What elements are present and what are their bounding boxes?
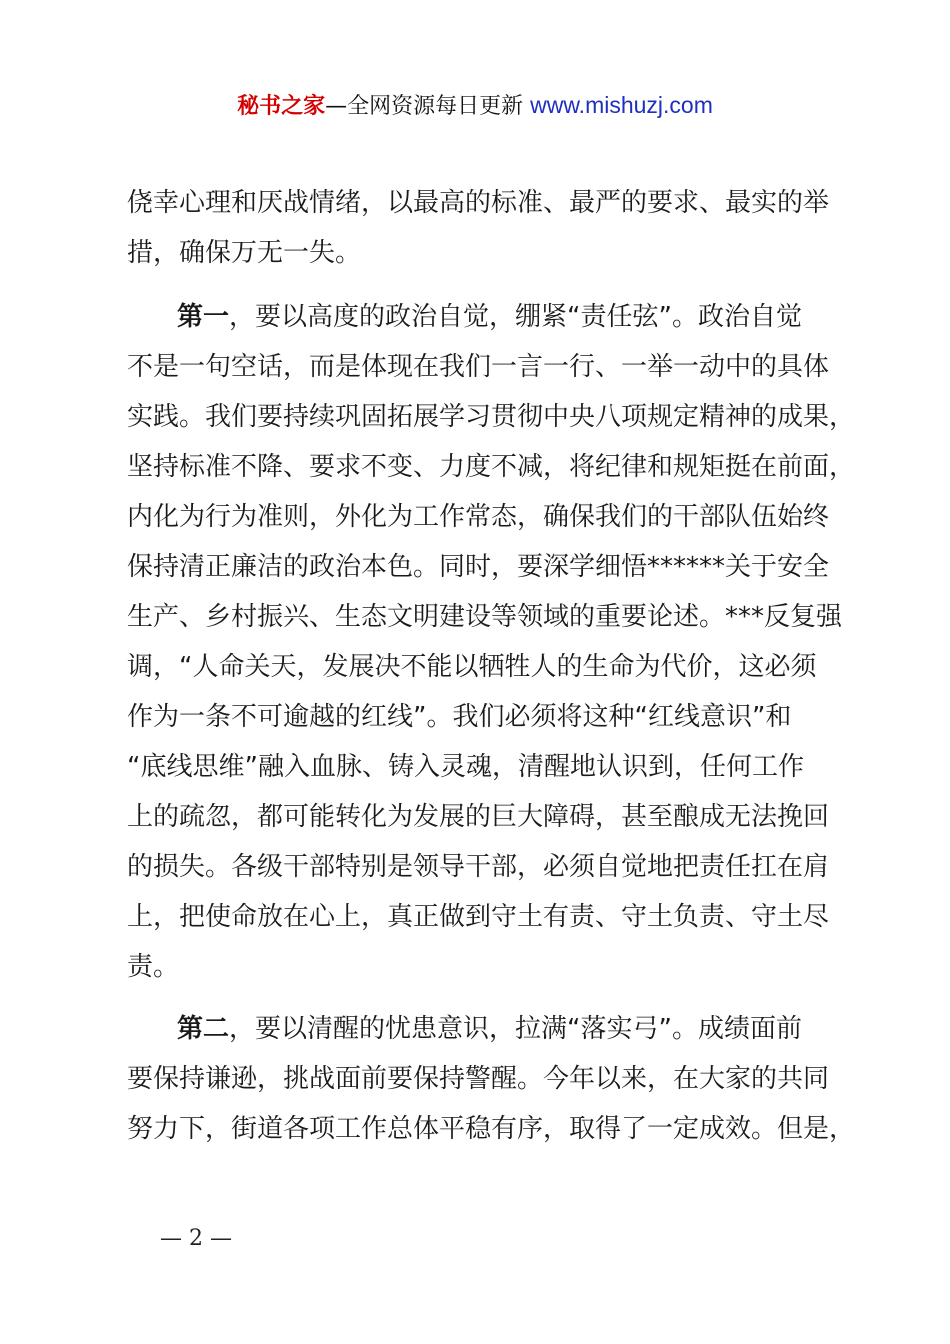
text-line: 上，把使命放在心上，真正做到守土有责、守土负责、守土尽 [127, 902, 830, 932]
text-line: 责。 [127, 952, 180, 982]
site-url-link[interactable]: www.mishuzj.com [530, 92, 713, 118]
text-line: 保持清正廉洁的政治本色。同时，要深学细悟******关于安全 [127, 552, 830, 582]
text-line: 侥幸心理和厌战情绪，以最高的标准、最严的要求、最实的举 [127, 188, 830, 218]
paragraph-opening-text: ，要以高度的政治自觉，绷紧“责任弦”。政治自觉 [229, 302, 802, 332]
paragraph-opening-text: ，要以清醒的忧患意识，拉满“落实弓”。成绩面前 [229, 1014, 802, 1044]
site-slogan: —全网资源每日更新 [325, 94, 524, 119]
text-line: 坚持标准不降、要求不变、力度不减，将纪律和规矩挺在前面， [127, 452, 856, 482]
paragraph-second-opening [177, 1012, 802, 1046]
site-header [0, 88, 950, 124]
text-line: 实践。我们要持续巩固拓展学习贯彻中央八项规定精神的成果， [127, 402, 856, 432]
text-line: 上的疏忽，都可能转化为发展的巨大障碍，甚至酿成无法挽回 [127, 802, 830, 832]
text-line: 努力下，街道各项工作总体平稳有序，取得了一定成效。但是， [127, 1114, 856, 1144]
site-brand: 秘书之家 [237, 94, 326, 119]
text-line: 作为一条不可逾越的红线”。我们必须将这种“红线意识”和 [127, 702, 792, 732]
text-line: 不是一句空话，而是体现在我们一言一行、一举一动中的具体 [127, 352, 830, 382]
page-number: — 2 — [160, 1226, 232, 1251]
text-line: 措，确保万无一失。 [127, 238, 362, 268]
paragraph-lead: 第一 [177, 302, 230, 332]
text-line: 的损失。各级干部特别是领导干部，必须自觉地把责任扛在肩 [127, 852, 830, 882]
text-line: 要保持谦逊，挑战面前要保持警醒。今年以来，在大家的共同 [127, 1064, 830, 1094]
text-line: 内化为行为准则，外化为工作常态，确保我们的干部队伍始终 [127, 502, 830, 532]
text-line: 调，“人命关天，发展决不能以牺牲人的生命为代价，这必须 [127, 652, 817, 682]
text-line: “底线思维”融入血脉、铸入灵魂，清醒地认识到，任何工作 [127, 752, 804, 782]
paragraph-first-opening [177, 300, 802, 334]
paragraph-lead: 第二 [177, 1014, 230, 1044]
text-line: 生产、乡村振兴、生态文明建设等领域的重要论述。***反复强 [127, 602, 843, 632]
